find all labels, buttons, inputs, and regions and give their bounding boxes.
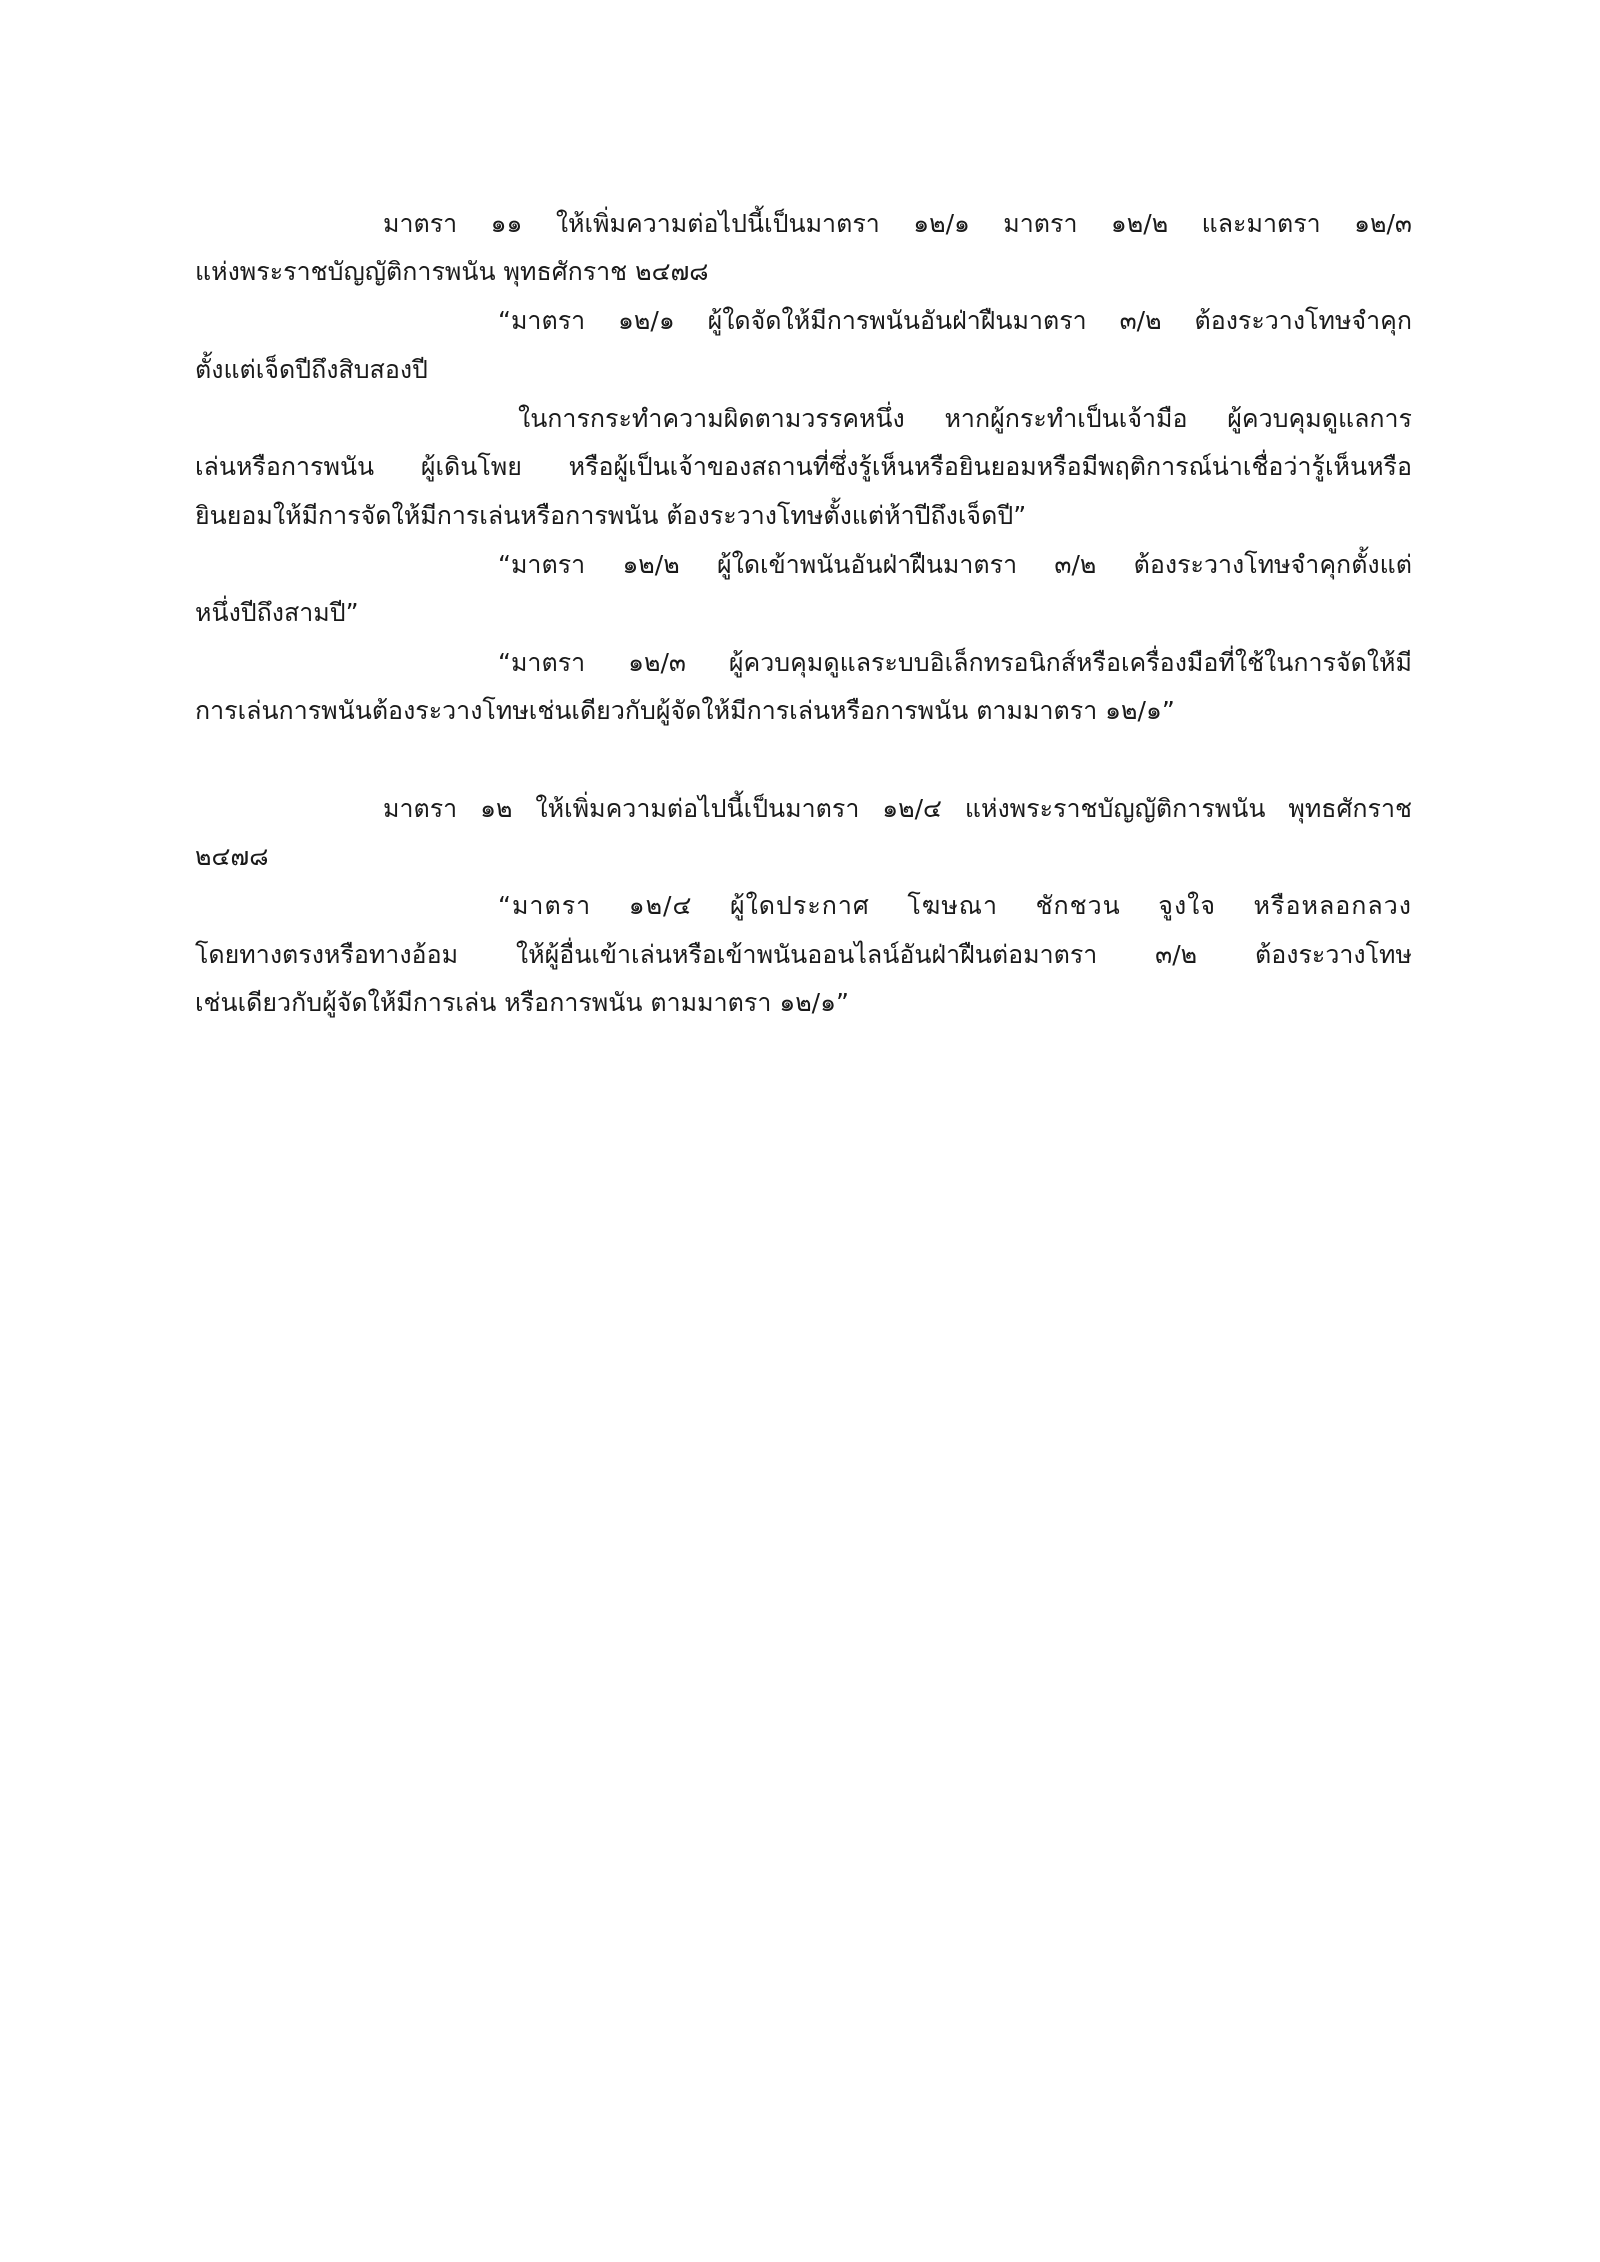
section-12-1-line-2: ตั้งแต่เจ็ดปีถึงสิบสองปี (195, 355, 428, 384)
section-12-4-line-3: เช่นเดียวกับผู้จัดให้มีการเล่น หรือการพนัน ตามมาตรา ๑๒/๑” (195, 988, 849, 1017)
section-12-2-line-2: หนึ่งปีถึงสามปี” (195, 598, 359, 627)
section-12-3-line-2: การเล่นการพนันต้องระวางโทษเช่นเดียวกับผู้จัดให้มีการเล่นหรือการพนัน ตามมาตรา ๑๒/๑” (195, 696, 1175, 725)
section-12-act-year-line: ๒๔๗๘ (195, 842, 269, 871)
section-11-act-line: แห่งพระราชบัญญัติการพนัน พุทธศักราช ๒๔๗๘ (195, 257, 709, 286)
section-12-2-line-1: “มาตรา ๑๒/๒ ผู้ใดเข้าพนันอันฝ่าฝืนมาตรา ๓/๒ ต้องระวางโทษจำคุกตั้งแต่ (498, 550, 1412, 579)
section-12-4-line-1: “มาตรา ๑๒/๔ ผู้ใดประกาศ โฆษณา ชักชวน จูงใจ หรือหลอกลวง (498, 891, 1412, 920)
section-12-heading-line: มาตรา ๑๒ ให้เพิ่มความต่อไปนี้เป็นมาตรา ๑๒/๔ แห่งพระราชบัญญัติการพนัน พุทธศักราช (383, 794, 1412, 823)
section-12-1-paragraph-2-line-1: ในการกระทำความผิดตามวรรคหนึ่ง หากผู้กระทำเป็นเจ้ามือ ผู้ควบคุมดูแลการ (518, 404, 1412, 433)
section-12-1-paragraph-2-line-3: ยินยอมให้มีการจัดให้มีการเล่นหรือการพนัน ต้องระวางโทษตั้งแต่ห้าปีถึงเจ็ดปี” (195, 501, 1027, 530)
section-12-4-line-2: โดยทางตรงหรือทางอ้อม ให้ผู้อื่นเข้าเล่นหรือเข้าพนันออนไลน์อันฝ่าฝืนต่อมาตรา ๓/๒ ต้องระวางโทษ (195, 940, 1412, 969)
section-12-3-line-1: “มาตรา ๑๒/๓ ผู้ควบคุมดูแลระบบอิเล็กทรอนิกส์หรือเครื่องมือที่ใช้ในการจัดให้มี (498, 648, 1412, 677)
section-12-1-paragraph-2-line-2: เล่นหรือการพนัน ผู้เดินโพย หรือผู้เป็นเจ้าของสถานที่ซึ่งรู้เห็นหรือยินยอมหรือมีพฤติการณ์น่าเชื่อว่ารู้เห็นหรือ (195, 452, 1412, 481)
section-12-1-line-1: “มาตรา ๑๒/๑ ผู้ใดจัดให้มีการพนันอันฝ่าฝืนมาตรา ๓/๒ ต้องระวางโทษจำคุก (498, 306, 1412, 335)
section-11-heading-line: มาตรา ๑๑ ให้เพิ่มความต่อไปนี้เป็นมาตรา ๑๒/๑ มาตรา ๑๒/๒ และมาตรา ๑๒/๓ (383, 209, 1412, 238)
